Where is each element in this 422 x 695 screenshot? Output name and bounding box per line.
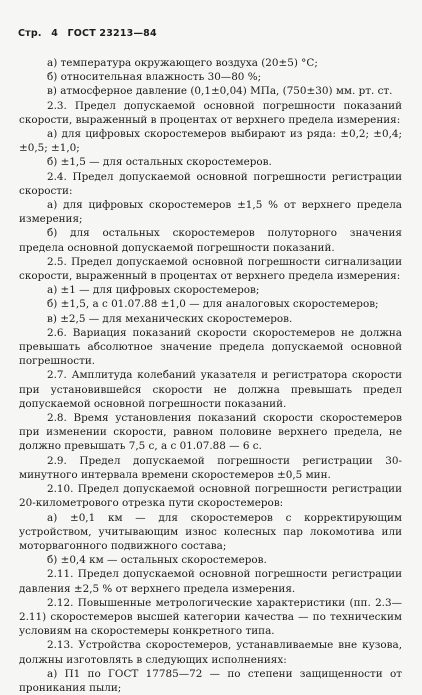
paragraph: 2.7. Амплитуда колебаний указателя и регистратора скорости при установившейся скорости не должна превышать предел допускаемой основной погрешности показаний. <box>19 369 402 410</box>
paragraph: 2.6. Вариация показаний скорости скоростемеров не должна превышать абсолютное значение предела допускаемой основной погрешности. <box>19 326 402 368</box>
paragraph: б) относительная влажность 30—80 %; <box>47 71 262 84</box>
paragraph: а) ±1 — для цифровых скоростемеров; <box>47 284 260 297</box>
paragraph: в) атмосферное давление (0,1±0,04) МПа, (750±30) мм. рт. ст. <box>47 85 393 98</box>
paragraph: а) для цифровых скоростемеров ±1,5 % от верхнего предела измерения; <box>19 199 402 226</box>
page-header <box>18 28 163 39</box>
standard-code: ГОСТ 23213—84 <box>67 28 157 39</box>
paragraph: в) ±2,5 — для механических скоростемеров. <box>47 312 293 325</box>
paragraph: 2.12. Повышенные метрологические характеристики (пп. 2.3—2.11) скоростемеров высшей категории качества — по техническим условиям на скоростемеры конкретного типа. <box>19 596 402 638</box>
paragraph: 2.3. Предел допускаемой основной погрешности показаний скорости, выраженный в процентах от верхнего предела измерения: <box>19 99 402 126</box>
page-number: 4 <box>51 28 59 39</box>
paragraph: 2.10. Предел допускаемой основной погрешности регистрации 20-километрового отрезка пути скоростемеров: <box>19 483 402 510</box>
paragraph: 2.8. Время установления показаний скорости скоростемеров при изменении скорости, равном половине верхнего предела, не должно превышать 7,5 с, а с 01.07.88 — 6 с. <box>19 412 402 453</box>
paragraph: а) П1 по ГОСТ 17785—72 — по степени защищенности от проникания пыли; <box>19 667 402 694</box>
paragraph: б) ±1,5, а с 01.07.88 ±1,0 — для аналоговых скоростемеров; <box>47 298 379 311</box>
paragraph: б) для остальных скоростемеров полуторного значения предела основной допускаемой погрешности показаний. <box>19 227 402 254</box>
paragraph: б) ±1,5 — для остальных скоростемеров. <box>47 156 272 169</box>
paragraph: 2.5. Предел допускаемой основной погрешности сигнализации скорости, выраженный в процентах от верхнего предела измерения: <box>19 255 402 283</box>
paragraph: а) температура окружающего воздуха (20±5) °С; <box>47 57 318 69</box>
page-label: Стр. <box>18 28 42 39</box>
paragraph: б) ±0,4 км — остальных скоростемеров. <box>47 554 267 567</box>
paragraph: а) ±0,1 км — для скоростемеров с корректирующим устройством, учитывающим износ колесных пар локомотива или моторвагонного подвижного состава; <box>19 511 402 552</box>
paragraph: а) для цифровых скоростемеров выбирают из ряда: ±0,2; ±0,4; ±0,5; ±1,0; <box>19 128 402 155</box>
paragraph: 2.11. Предел допускаемой основной погрешности регистрации давления ±2,5 % от верхнего предела измерения. <box>19 568 402 595</box>
paragraph: 2.9. Предел допускаемой погрешности регистрации 30-минутного интервала времени скоростемеров ±0,5 мин. <box>19 454 402 481</box>
paragraph: 2.13. Устройства скоростемеров, устанавливаемые вне кузова, должны изготовлять в следующих исполнениях: <box>19 639 402 666</box>
paragraph: 2.4. Предел допускаемой основной погрешности регистрации скорости: <box>19 170 402 197</box>
document-body <box>19 56 402 695</box>
